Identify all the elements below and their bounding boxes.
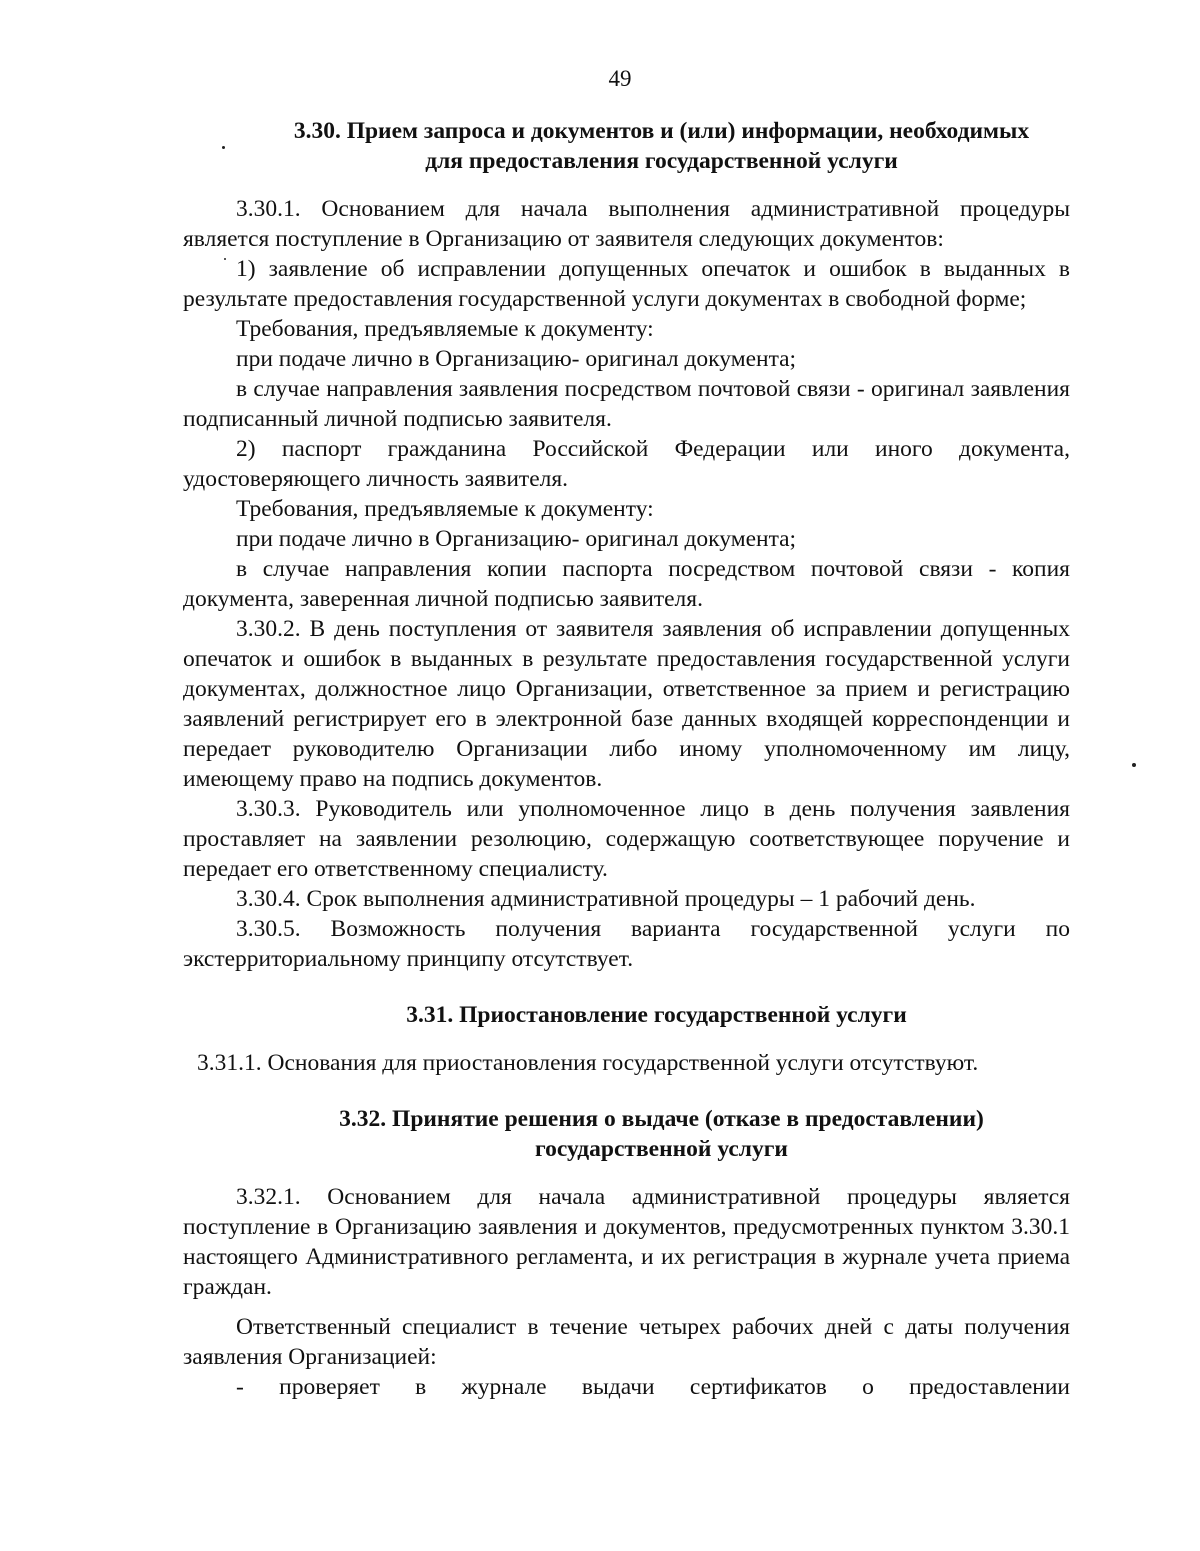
paragraph-in-person: при подаче лично в Организацию- оригинал документа; xyxy=(236,346,797,372)
paragraph-specialist: Ответственный специалист в течение четырех рабочих дней с даты получения заявления Организацией: xyxy=(183,1314,1070,1370)
paragraph-3-32-1: 3.32.1. Основанием для начала административной процедуры является поступление в Организацию заявления и документов, предусмотренных пунктом 3.30.1 настоящего Административного регламента, и их регистрация в журнале учета приема граждан. xyxy=(183,1184,1070,1300)
paragraph-3-30-2: 3.30.2. В день поступления от заявителя заявления об исправлении допущенных опечаток и ошибок в выданных в результате предоставления государственной услуги документах, должностное лицо Организации, ответственное за прием и регистрацию заявлений регистрирует его в электронной базе данных входящей корреспонденции и передает руководителю Организации либо иному уполномоченному им лицу, имеющему право на подпись документов. xyxy=(183,616,1070,792)
heading-line: государственной услуги xyxy=(535,1136,788,1162)
scan-speck xyxy=(1132,763,1136,767)
section-heading-3-32 xyxy=(253,1104,1070,1164)
paragraph-checks: - проверяет в журнале выдачи сертификатов о предоставлении xyxy=(236,1374,1070,1400)
paragraph-in-person: при подаче лично в Организацию- оригинал документа; xyxy=(236,526,797,552)
paragraph-3-30-5: 3.30.5. Возможность получения варианта государственной услуги по экстерриториальному принципу отсутствует. xyxy=(183,916,1070,972)
paragraph-by-post: в случае направления заявления посредством почтовой связи - оригинал заявления подписанный личной подписью заявителя. xyxy=(183,376,1070,432)
heading-line: 3.32. Принятие решения о выдаче (отказе в предоставлении) xyxy=(339,1106,984,1132)
paragraph-3-30-1: 3.30.1. Основанием для начала выполнения административной процедуры является поступление в Организацию от заявителя следующих документов: xyxy=(183,196,1070,252)
document-body xyxy=(183,116,1070,1402)
paragraph-passport-by-post: в случае направления копии паспорта посредством почтовой связи - копия документа, заверенная личной подписью заявителя. xyxy=(183,556,1070,612)
heading-line: 3.30. Прием запроса и документов и (или) информации, необходимых xyxy=(293,118,1030,144)
paragraph-3-30-4: 3.30.4. Срок выполнения административной процедуры – 1 рабочий день. xyxy=(236,886,976,912)
paragraph-item-2: 2) паспорт гражданина Российской Федерации или иного документа, удостоверяющего личность заявителя. xyxy=(183,436,1070,492)
paragraph-item-1: 1) заявление об исправлении допущенных опечаток и ошибок в выданных в результате предоставления государственной услуги документах в свободной форме; xyxy=(183,256,1070,312)
paragraph-3-30-3: 3.30.3. Руководитель или уполномоченное лицо в день получения заявления проставляет на заявлении резолюцию, содержащую соответствующее поручение и передает его ответственному специалисту. xyxy=(183,796,1070,882)
heading-line: для предоставления государственной услуги xyxy=(425,148,898,174)
section-heading-3-30 xyxy=(223,116,1100,176)
paragraph-3-31-1: 3.31.1. Основания для приостановления государственной услуги отсутствуют. xyxy=(197,1050,979,1076)
section-heading-3-31: 3.31. Приостановление государственной услуги xyxy=(406,1002,907,1028)
page-number: 49 xyxy=(608,66,632,91)
paragraph-requirements: Требования, предъявляемые к документу: xyxy=(236,316,654,342)
paragraph-requirements: Требования, предъявляемые к документу: xyxy=(236,496,654,522)
